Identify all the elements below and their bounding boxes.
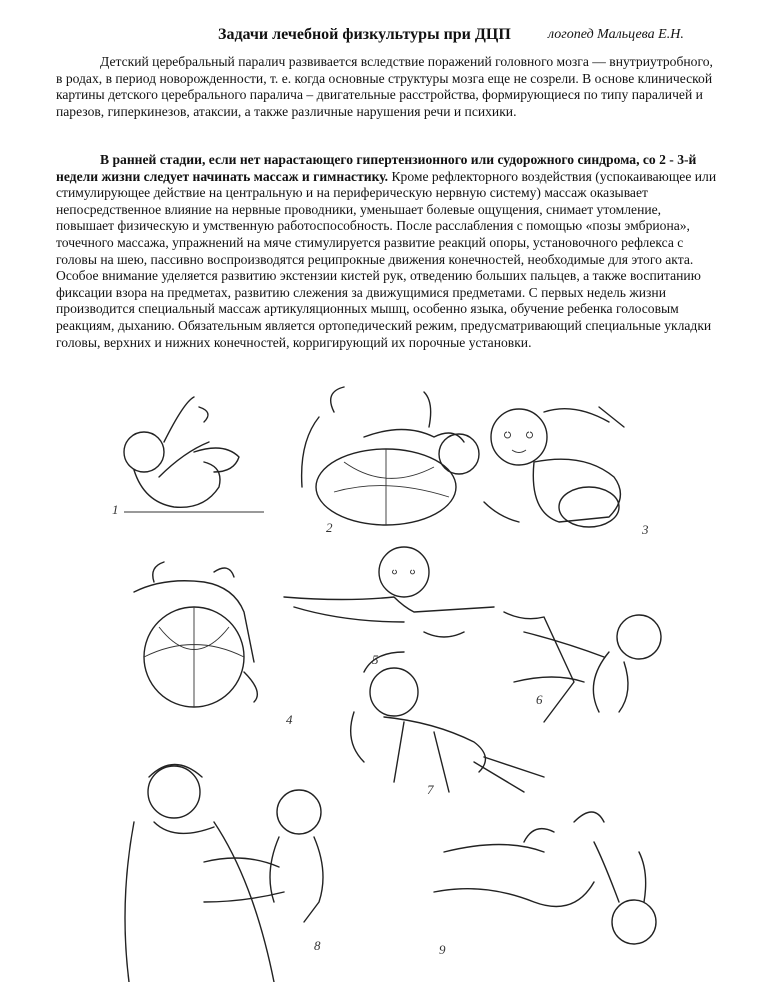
figure-number-9: 9 [439, 942, 446, 957]
author-name: логопед Мальцева Е.Н. [548, 27, 684, 42]
exercise-paragraph [56, 152, 718, 351]
exercise-paragraph-text: Кроме рефлекторного воздействия (успокаивающее или стимулирующее действие на центральную и на периферическую нервную систему) массаж оказывает непосредственное влияние на нервные проводники, уменьшает болевые ощущения, снимает утомление, повышает физическую и умственную работоспособность. После расслабления с помощью «позы эмбриона», точечного массажа, упражнений на мяче стимулируется развитие реакций опоры, установочного рефлекса с головы на шею, пассивно воспроизводятся реципрокные движения конечностей, необходимые для этого акта. Особое внимание уделяется развитию экстензии кистей рук, отведению больших пальцев, а также воспитанию фиксации взора на предметах, развитию слежения за движущимися предметами. С первых недель жизни производится специальный массаж артикуляционных мышц, особенно языка, обучение ребенка голосовым реакциям, дыханию. Обязательным является ортопедический режим, предусматривающий специальные укладки головы, верхних и нижних конечностей, корригирующий их порочные установки. [56, 168, 717, 350]
exercise-illustrations [104, 382, 680, 982]
illustration-8 [125, 765, 323, 983]
figure-number-3: 3 [642, 522, 649, 537]
figure-number-7: 7 [427, 782, 434, 797]
page-header [218, 26, 738, 48]
illustration-3 [484, 407, 624, 527]
illustration-7 [351, 652, 544, 792]
figure-number-4: 4 [286, 712, 293, 727]
figure-number-1: 1 [112, 502, 119, 517]
illustration-6 [504, 612, 661, 722]
illustration-2 [302, 387, 479, 525]
figure-number-6: 6 [536, 692, 543, 707]
illustration-5 [284, 547, 494, 637]
intro-paragraph: Детский церебральный паралич развивается вследствие поражений головного мозга — внутриутробного, в родах, в период новорожденности, т. е. когда основные структуры мозга еще не созрели. В основе клинической картины детского церебрального паралича – двигательные расстройства, формирующиеся по типу параличей и парезов, гиперкинезов, атаксии, а также различные нарушения речи и психики. [56, 54, 713, 119]
illustration-9 [434, 812, 656, 944]
figure-number-8: 8 [314, 938, 321, 953]
page-title: Задачи лечебной физкультуры при ДЦП [218, 26, 511, 43]
exercise-illustrations-svg [104, 382, 680, 982]
exercise-paragraph-bold: В ранней стадии, если нет нарастающего гипертензионного или судорожного синдрома, со 2 - 3-й недели жизни следует начинать массаж и гимнастику. [56, 152, 697, 184]
illustration-1 [124, 397, 264, 512]
illustration-4 [134, 562, 257, 707]
figure-number-2: 2 [326, 520, 333, 535]
figure-number-5: 5 [372, 652, 379, 667]
